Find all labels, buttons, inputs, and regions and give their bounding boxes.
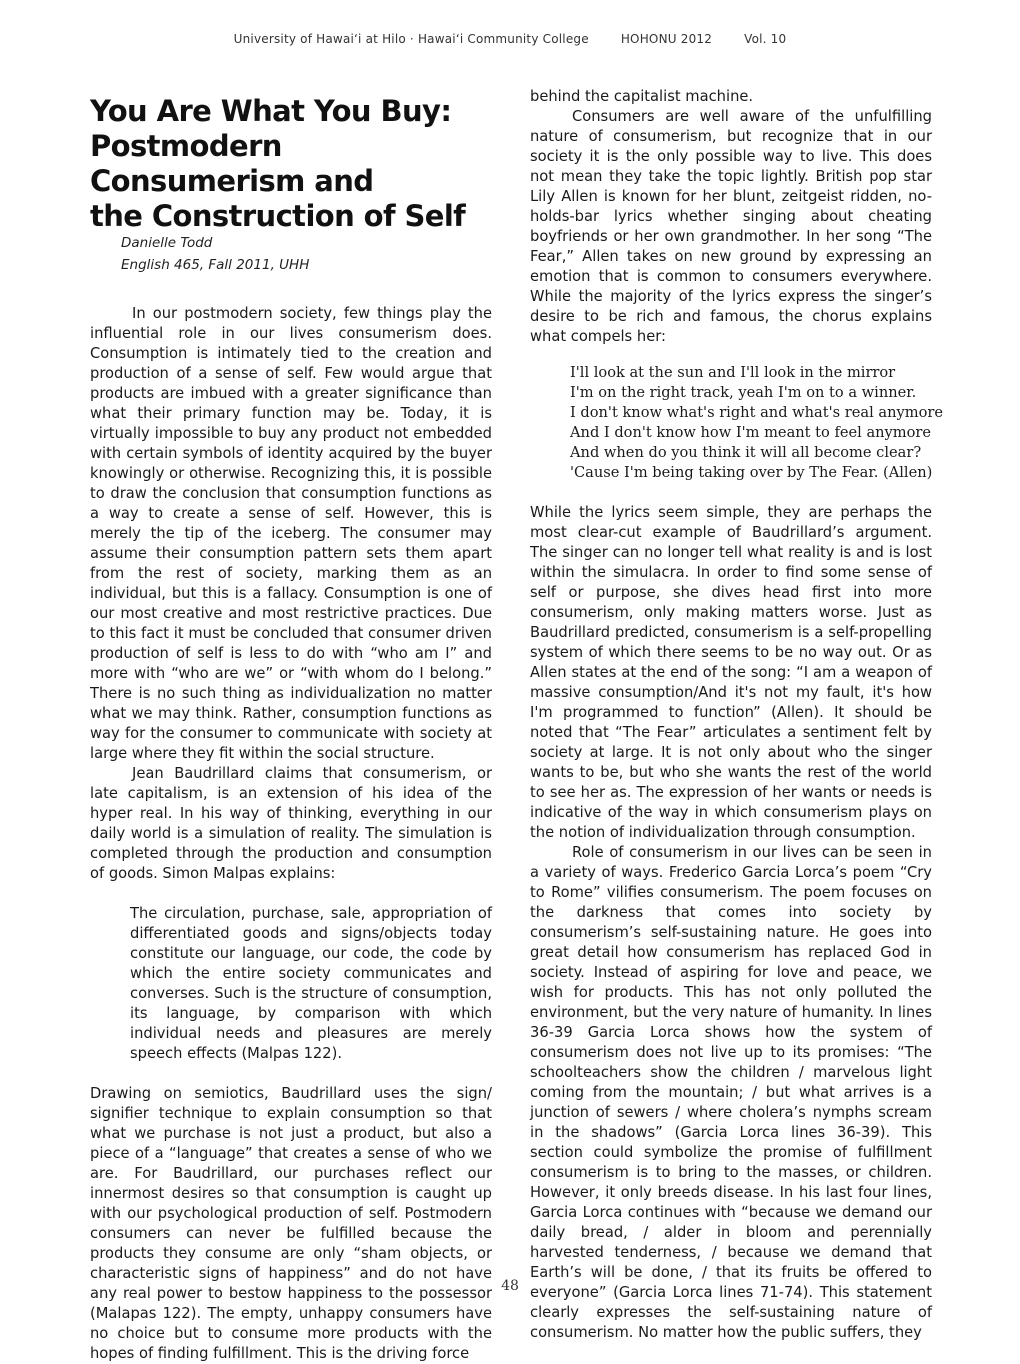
author-name: Danielle Todd xyxy=(121,235,213,251)
lyric-line: I don't know what's right and what's real anymore xyxy=(570,404,943,421)
title-line: You Are What You Buy: xyxy=(90,94,452,128)
lyric-line: And when do you think it will all become clear? xyxy=(570,444,922,461)
article-title xyxy=(90,94,492,234)
page-number: 48 xyxy=(501,1278,519,1294)
running-header xyxy=(0,32,1020,46)
song-lyrics xyxy=(570,363,943,483)
lyric-line: 'Cause I'm being taking over by The Fear. (Allen) xyxy=(570,464,933,481)
paragraph: While the lyrics seem simple, they are perhaps the most clear-cut example of Baudrillard’s argument. The singer can no longer tell what reality is and is lost within the simulacra. In order to find some sense of self or purpose, she dives head first into more consumerism, only making matters worse. Just as Baudrillard predicted, consumerism is a self-propelling system of which there seems to be no way out. Or as Allen states at the end of the song: “I am a weapon of massive consumption/And it's not my fault, it's how I'm programmed to function” (Allen). It should be noted that “The Fear” articulates a sentiment felt by society at large. It is not only about who the singer wants to be, but who she wants the rest of the world to see her as. The expression of her wants or needs is indicative of the way in which consumerism plays on the notion of individualization through consumption. xyxy=(530,504,932,841)
paragraph: Drawing on semiotics, Baudrillard uses the sign/ signifier technique to explain consumption so that what we purchase is not just a product, but also a piece of a “language” that creates a sense of who we are. For Baudrillard, our purchases reflect our innermost desires so that consumption is caught up with our psychological production of self. Postmodern consumers can never be fulfilled because the products they consume are only “sham objects, or characteristic signs of happiness” and do not have any real power to bestow happiness to the possessor (Malapas 122). The empty, unhappy consumers have no choice but to consume more products with the hopes of finding fulfillment. This is the driving force xyxy=(90,1085,492,1362)
paragraph: behind the capitalist machine. xyxy=(530,88,754,105)
title-line: Postmodern Consumerism and xyxy=(90,129,374,198)
paragraph: Role of consumerism in our lives can be seen in a variety of ways. Frederico Garcia Lorca’s poem “Cry to Rome” vilifies consumerism. The poem focuses on the darkness that comes into society by consumerism’s self-sustaining nature. He goes into great detail how consumerism has replaced God in society. Instead of aspiring for love and peace, we wish for products. This has not only polluted the environment, but the very nature of humanity. In lines 36-39 Garcia Lorca shows how the system of consumerism does not live up to its promises: “The schoolteachers show the children / marvelous light coming from the mountain; / but what arrives is a junction of sewers / where cholera’s nymphs scream in the shadows” (Garcia Lorca lines 36-39). This section could symbolize the promise of fulfillment consumerism is to bring to the masses, or children. However, it only breeds disease. In his last four lines, Garcia Lorca continues with “because we demand our daily bread, / alder in bloom and perennially harvested tenderness, / because we demand that Earth’s will be done, / that its fruits be offered to everyone” (Garcia Lorca lines 71-74). This statement clearly expresses the self-sustaining nature of consumerism. No matter how the public suffers, they xyxy=(530,844,932,1341)
lyric-line: And I don't know how I'm meant to feel anymore xyxy=(570,424,932,441)
header-institution: University of Hawai‘i at Hilo · Hawai‘i Community College xyxy=(233,32,589,46)
header-journal: HOHONU 2012 xyxy=(620,32,713,46)
course-info: English 465, Fall 2011, UHH xyxy=(121,257,310,273)
left-column xyxy=(90,88,492,1364)
paragraph: In our postmodern society, few things play the influential role in our lives consumerism does. Consumption is intimately tied to the creation and production of a sense of self. Few would argue that products are imbued with a greater significance than what their primary function may be. Today, it is virtually impossible to buy any product not embedded with certain symbols of identity acquired by the buyer knowingly or otherwise. Recognizing this, it is possible to draw the conclusion that consumption functions as a way to create a sense of self. However, this is merely the tip of the iceberg. The consumer may assume their consumption pattern sets them apart from the rest of society, marking them as an individual, but this is a fallacy. Consumption is one of our most creative and most restrictive practices. Due to this fact it must be concluded that consumer driven production of self is less to do with “who am I” and more with “who are we” or “with whom do I belong.” There is no such thing as individualization no matter what we may think. Rather, consumption functions as way for the consumer to communicate with society at large where they fit within the social structure. xyxy=(90,305,492,762)
block-quote: The circulation, purchase, sale, appropriation of differentiated goods and signs/objects today constitute our language, our code, the code by which the entire society communicates and converses. Such is the structure of consumption, its language, by comparison with which individual needs and pleasures are merely speech effects (Malpas 122). xyxy=(130,905,492,1062)
paragraph: Jean Baudrillard claims that consumerism, or late capitalism, is an extension of his idea of the hyper real. In his way of thinking, everything in our daily world is a simulation of reality. The simulation is completed through the production and consumption of goods. Simon Malpas explains: xyxy=(90,765,492,882)
paragraph: Consumers are well aware of the unfulfilling nature of consumerism, but recognize that in our society it is the only possible way to live. This does not mean they take the topic lightly. British pop star Lily Allen is known for her blunt, zeitgeist ridden, no-holds-bar lyrics whether singing about cheating boyfriends or her own grandmother. In her song “The Fear,” Allen takes on new ground by expressing an emotion that is common to consumers everywhere. While the majority of the lyrics express the singer’s desire to be rich and famous, the chorus explains what compels her: xyxy=(530,108,932,345)
header-volume: Vol. 10 xyxy=(744,32,787,46)
lyric-line: I'm on the right track, yeah I'm on to a winner. xyxy=(570,384,917,401)
right-column xyxy=(530,87,943,1343)
title-line: the Construction of Self xyxy=(90,199,466,233)
lyric-line: I'll look at the sun and I'll look in the mirror xyxy=(570,364,896,381)
